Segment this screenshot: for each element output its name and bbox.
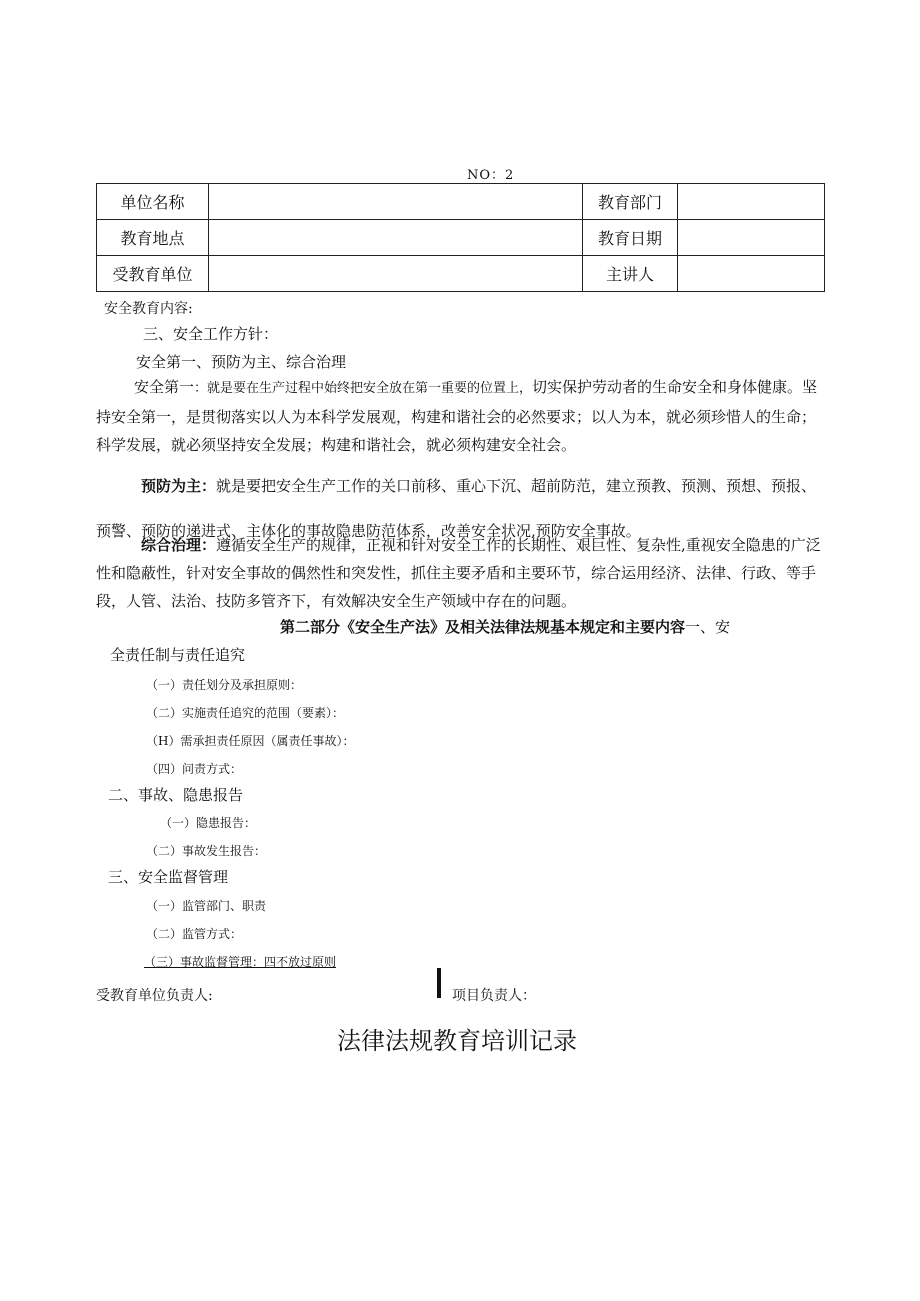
safety-first-lead: ：就是要在生产过程中始终把安全放在第一重要的位置上， (194, 381, 533, 396)
term-comprehensive: 综合治理： (141, 536, 217, 554)
page-title: 法律法规教育培训记录 (337, 1027, 577, 1055)
divider (437, 968, 441, 998)
list-item: （一）责任划分及承担原则： (146, 678, 303, 692)
list-item: （二）事故发生报告： (146, 844, 267, 858)
policy-heading: 三、安全工作方针： (143, 325, 279, 343)
term-prevention: 预防为主： (141, 477, 217, 495)
table-row (97, 220, 825, 256)
education-location-field[interactable] (209, 220, 583, 256)
section-heading-supervision: 三、安全监督管理 (108, 868, 229, 886)
project-head-signature: 项目负责人： (452, 988, 536, 1004)
trainee-unit-label: 受教育单位 (97, 256, 209, 292)
info-table (96, 183, 825, 292)
education-dept-label: 教育部门 (583, 184, 678, 220)
lecturer-label: 主讲人 (583, 256, 678, 292)
section-heading-reports: 二、事故、隐患报告 (108, 786, 244, 804)
trainee-unit-field[interactable] (209, 256, 583, 292)
education-date-label: 教育日期 (583, 220, 678, 256)
lecturer-field[interactable] (678, 256, 825, 292)
part2-heading (280, 616, 730, 637)
unit-name-label: 单位名称 (97, 184, 209, 220)
list-item: （一）监管部门、职责 (146, 899, 267, 913)
content-label: 安全教育内容: (104, 301, 193, 317)
paragraph-comprehensive (96, 531, 828, 615)
safety-first-text: 切实保护劳动者的生命安全和身体健康。坚持安全第一，是贯彻落实以人为本科学发展观，构建和谐社会的必然要求；以人为本，就必须珍惜人的生命；科学发展，就必须坚持安全发展；构建和谐社会，就必须构建安全社会。 (96, 378, 818, 454)
list-item: （H）需承担责任原因（属责任事故）： (146, 734, 355, 748)
list-item: （三）事故监督管理：四不放过原则 (144, 955, 337, 969)
part2-continued: 全责任制与责任追究 (110, 646, 246, 664)
list-item: （一）隐患报告： (160, 816, 257, 830)
table-row (97, 256, 825, 292)
unit-name-field[interactable] (209, 184, 583, 220)
list-item: （二）实施责任追究的范围（要素）： (146, 706, 345, 720)
education-location-label: 教育地点 (97, 220, 209, 256)
part2-tail: 一、安 (685, 618, 731, 636)
record-number: NO：2 (467, 168, 515, 183)
part2-title: 第二部分《安全生产法》及相关法律法规基本规定和主要内容 (280, 618, 686, 636)
prevention-text: 就是要把安全生产工作的关口前移、重心下沉、超前防范，建立预教、预测、预想、预报、预警、预防的递进式、主体化的事故隐患防范体系，改善安全状况,预防安全事故。 (96, 477, 817, 540)
term-safety-first: 安全第一 (134, 378, 195, 396)
trainee-unit-head-signature: 受教育单位负责人: (96, 988, 213, 1004)
education-dept-field[interactable] (678, 184, 825, 220)
comprehensive-text: 遵循安全生产的规律，正视和针对安全工作的长期性、艰巨性、复杂性,重视安全隐患的广泛性和隐蔽性，针对安全事故的偶然性和突发性，抓住主要矛盾和主要环节，综合运用经济、法律、行政、等手段，人管、法治、技防多管齐下，有效解决安全生产领域中存在的问题。 (96, 536, 821, 610)
table-row (97, 184, 825, 220)
list-item: （四）问责方式： (146, 762, 243, 776)
education-date-field[interactable] (678, 220, 825, 256)
paragraph-safety-first (96, 373, 828, 459)
policy-slogan: 安全第一、预防为主、综合治理 (136, 353, 347, 371)
list-item: （二）监管方式： (146, 927, 243, 941)
